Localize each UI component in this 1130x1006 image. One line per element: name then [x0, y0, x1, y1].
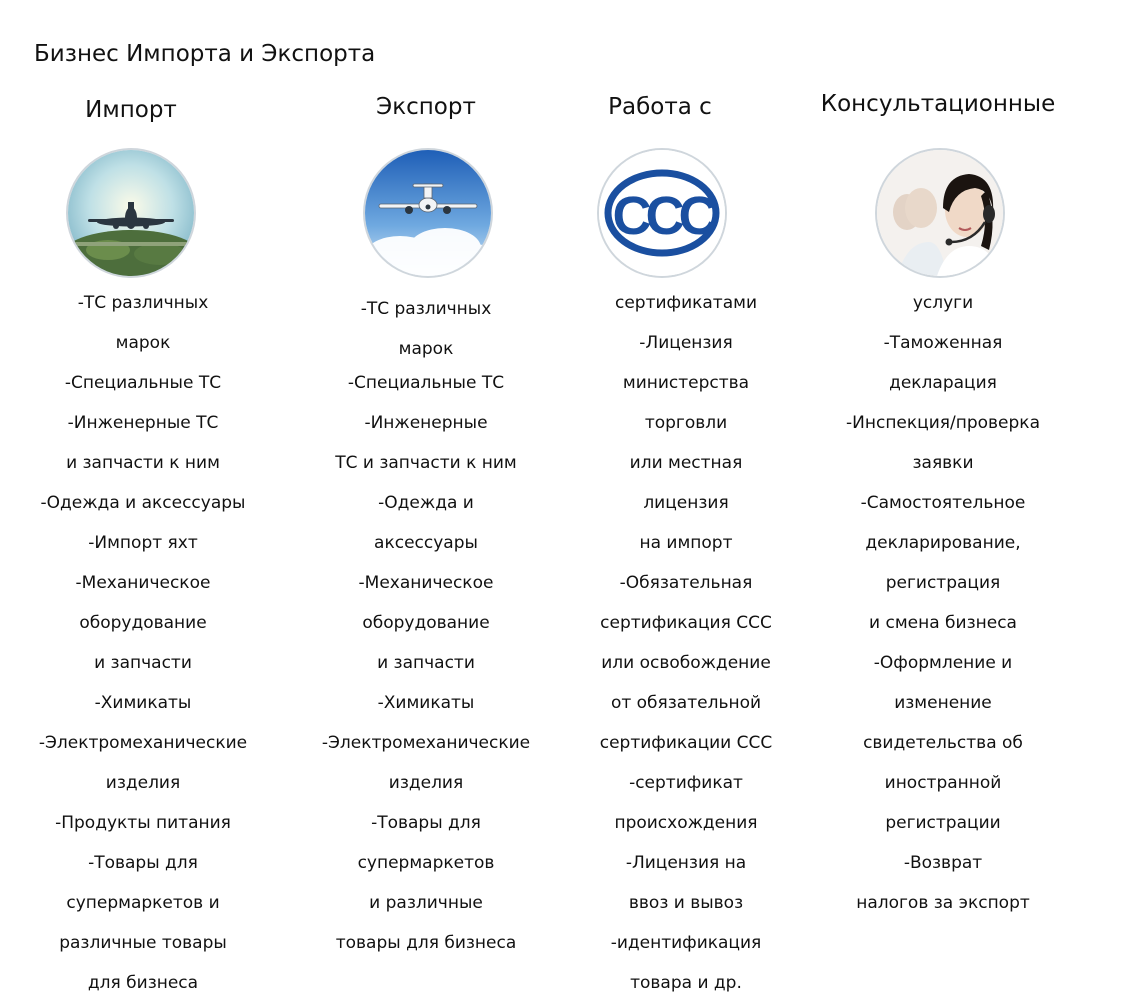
- list-item: -идентификация: [610, 933, 762, 953]
- list-item: товара и др.: [630, 973, 742, 993]
- list-item: регистрация: [885, 573, 1001, 593]
- list-item: регистрации: [885, 813, 1001, 833]
- list-item: -Инженерные ТС: [67, 413, 219, 433]
- ccc-certification-logo: [599, 150, 725, 276]
- list-item: -Электромеханические: [321, 733, 531, 753]
- list-item: -Лицензия: [639, 333, 733, 353]
- list-item: иностранной: [884, 773, 1002, 793]
- list-item: лицензия: [643, 493, 729, 513]
- list-item: супермаркетов: [357, 853, 495, 873]
- list-item: -Химикаты: [94, 693, 192, 713]
- list-item: происхождения: [614, 813, 758, 833]
- list-item: -Товары для: [371, 813, 481, 833]
- list-item: от обязательной: [610, 693, 762, 713]
- list-item: -сертификат: [629, 773, 743, 793]
- list-item: изменение: [894, 693, 992, 713]
- list-item: или освобождение: [601, 653, 771, 673]
- certificates-column-title: Работа с: [608, 94, 712, 120]
- list-item: -Товары для: [88, 853, 198, 873]
- list-item: -Специальные ТС: [347, 373, 505, 393]
- list-item: -Специальные ТС: [64, 373, 222, 393]
- import-list: [18, 286, 268, 1006]
- import-column-title: Импорт: [85, 97, 177, 123]
- list-item: изделия: [105, 773, 181, 793]
- list-item: аксессуары: [374, 533, 478, 553]
- list-item: -Лицензия на: [625, 853, 747, 873]
- list-item: или местная: [629, 453, 743, 473]
- list-item: декларирование,: [865, 533, 1021, 553]
- list-item: -Продукты питания: [55, 813, 231, 833]
- list-item: декларация: [889, 373, 997, 393]
- list-item: налогов за экспорт: [856, 893, 1030, 913]
- list-item: -ТС различных: [360, 299, 492, 319]
- list-item: -Механическое: [75, 573, 211, 593]
- list-item: и смена бизнеса: [869, 613, 1017, 633]
- list-item: услуги: [912, 293, 974, 313]
- list-item: свидетельства об: [863, 733, 1023, 753]
- list-item: -Оформление и: [873, 653, 1013, 673]
- list-item: министерства: [622, 373, 750, 393]
- list-item: сертификатами: [614, 293, 757, 313]
- certificates-list: [561, 286, 811, 1006]
- list-item: и различные: [369, 893, 483, 913]
- list-item: ввоз и вывоз: [628, 893, 744, 913]
- list-item: -Инспекция/проверка: [846, 413, 1040, 433]
- list-item: и запчасти: [377, 653, 475, 673]
- list-item: -Обязательная: [619, 573, 753, 593]
- consulting-column-title: Консультационные: [820, 91, 1056, 117]
- list-item: -Одежда и: [378, 493, 474, 513]
- call-center-operator-icon: [877, 150, 1003, 276]
- airplane-landing-icon: [68, 150, 194, 276]
- list-item: -Инженерные: [364, 413, 488, 433]
- list-item: сертификация CCC: [600, 613, 772, 633]
- list-item: -Таможенная: [883, 333, 1003, 353]
- page-title: Бизнес Импорта и Экспорта: [34, 41, 376, 67]
- list-item: супермаркетов и: [66, 893, 220, 913]
- list-item: -Электромеханические: [38, 733, 248, 753]
- airplane-sky-icon: [365, 150, 491, 276]
- export-list: [301, 286, 551, 966]
- list-item: -Механическое: [358, 573, 494, 593]
- list-item: ТС и запчасти к ним: [335, 453, 517, 473]
- list-item: оборудование: [362, 613, 490, 633]
- list-item: на импорт: [639, 533, 733, 553]
- list-item: и запчасти к ним: [66, 453, 220, 473]
- list-item: изделия: [388, 773, 464, 793]
- list-item: -Самостоятельное: [860, 493, 1026, 513]
- list-item: для бизнеса: [87, 973, 199, 993]
- list-item: марок: [398, 339, 454, 359]
- list-item: заявки: [912, 453, 974, 473]
- export-column-title: Экспорт: [376, 94, 476, 120]
- list-item: оборудование: [79, 613, 207, 633]
- list-item: различные товары: [59, 933, 227, 953]
- list-item: -Одежда и аксессуары: [40, 493, 246, 513]
- list-item: -Импорт яхт: [88, 533, 198, 553]
- list-item: марок: [115, 333, 171, 353]
- list-item: торговли: [644, 413, 728, 433]
- list-item: -Возврат: [903, 853, 983, 873]
- consulting-list: [818, 286, 1068, 926]
- list-item: и запчасти: [94, 653, 192, 673]
- list-item: сертификации CCC: [599, 733, 773, 753]
- list-item: -Химикаты: [377, 693, 475, 713]
- list-item: -ТС различных: [77, 293, 209, 313]
- list-item: товары для бизнеса: [335, 933, 517, 953]
- ccc-logo-text: CCC: [612, 186, 712, 246]
